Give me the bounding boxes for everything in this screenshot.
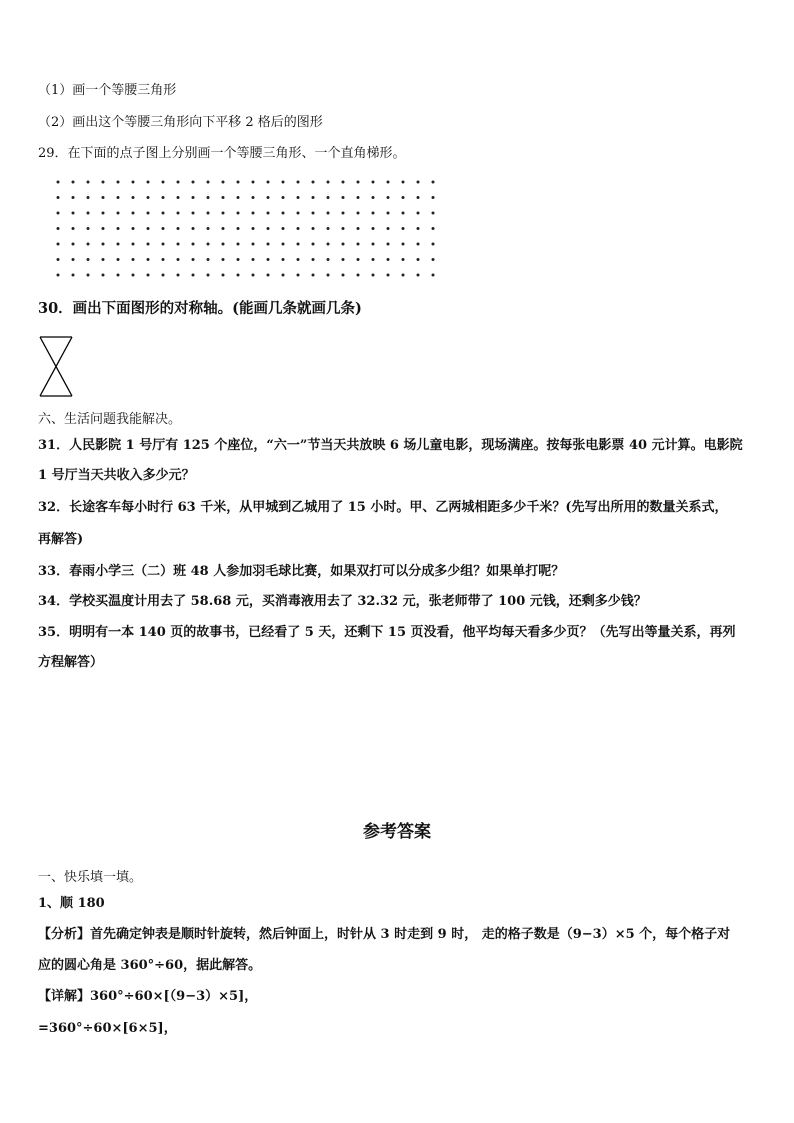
grid-dot bbox=[132, 196, 135, 199]
answer-1: 1、顺 180 bbox=[38, 896, 105, 911]
grid-dot bbox=[267, 212, 270, 215]
grid-dot bbox=[192, 181, 195, 184]
grid-dot bbox=[87, 227, 90, 230]
grid-dot bbox=[327, 181, 330, 184]
grid-dot bbox=[72, 274, 75, 277]
grid-dot bbox=[177, 274, 180, 277]
grid-dot bbox=[417, 258, 420, 261]
grid-dot bbox=[387, 212, 390, 215]
grid-dot bbox=[207, 274, 210, 277]
grid-dot bbox=[402, 258, 405, 261]
grid-dot bbox=[87, 212, 90, 215]
grid-dot bbox=[432, 243, 435, 246]
instruction-line-2: （2）画出这个等腰三角形向下平移 2 格后的图形 bbox=[38, 115, 323, 130]
grid-dot bbox=[192, 274, 195, 277]
dot-grid bbox=[48, 175, 438, 285]
grid-dot bbox=[342, 243, 345, 246]
grid-dot bbox=[192, 196, 195, 199]
grid-dot bbox=[282, 196, 285, 199]
grid-dot bbox=[387, 227, 390, 230]
grid-dot bbox=[357, 181, 360, 184]
grid-dot bbox=[387, 258, 390, 261]
grid-dot bbox=[342, 274, 345, 277]
question-30: 30．画出下面图形的对称轴。(能画几条就画几条) bbox=[38, 300, 362, 317]
grid-dot bbox=[357, 196, 360, 199]
grid-dot bbox=[57, 212, 60, 215]
grid-dot bbox=[222, 227, 225, 230]
grid-dot bbox=[237, 243, 240, 246]
grid-dot bbox=[357, 243, 360, 246]
grid-dot bbox=[162, 212, 165, 215]
grid-dot bbox=[417, 181, 420, 184]
grid-dot bbox=[207, 196, 210, 199]
grid-dot bbox=[117, 258, 120, 261]
grid-dot bbox=[102, 196, 105, 199]
answer-detail-line-1: 【详解】360°÷60×[（9−3）×5]， bbox=[38, 989, 258, 1004]
grid-dot bbox=[72, 196, 75, 199]
grid-dot bbox=[267, 243, 270, 246]
grid-dot bbox=[342, 227, 345, 230]
grid-dot bbox=[57, 243, 60, 246]
grid-dot bbox=[432, 227, 435, 230]
grid-dot bbox=[372, 196, 375, 199]
grid-dot bbox=[222, 181, 225, 184]
grid-dot bbox=[417, 243, 420, 246]
grid-dot bbox=[402, 181, 405, 184]
grid-dot bbox=[57, 181, 60, 184]
grid-dot bbox=[57, 274, 60, 277]
grid-dot bbox=[432, 212, 435, 215]
grid-dot bbox=[402, 212, 405, 215]
grid-dot bbox=[147, 274, 150, 277]
question-31-line-1: 31．人民影院 1 号厅有 125 个座位，“六一”节当天共放映 6 场儿童电影，现场满座。按每张电影票 40 元计算。电影院 bbox=[38, 438, 743, 453]
grid-dot bbox=[162, 227, 165, 230]
grid-dot bbox=[402, 243, 405, 246]
grid-dot bbox=[387, 243, 390, 246]
grid-dot bbox=[312, 196, 315, 199]
grid-dot bbox=[342, 196, 345, 199]
grid-dot bbox=[267, 181, 270, 184]
grid-dot bbox=[207, 243, 210, 246]
grid-dot bbox=[117, 196, 120, 199]
grid-dot bbox=[207, 181, 210, 184]
grid-dot bbox=[222, 258, 225, 261]
grid-dot bbox=[372, 258, 375, 261]
grid-dot bbox=[132, 243, 135, 246]
grid-dot bbox=[162, 258, 165, 261]
grid-dot bbox=[327, 243, 330, 246]
grid-dot bbox=[387, 196, 390, 199]
grid-dot bbox=[297, 243, 300, 246]
grid-dot bbox=[282, 274, 285, 277]
grid-dot bbox=[252, 243, 255, 246]
grid-dot bbox=[327, 196, 330, 199]
grid-dot bbox=[192, 243, 195, 246]
grid-dot bbox=[327, 258, 330, 261]
grid-dot bbox=[252, 227, 255, 230]
grid-dot bbox=[87, 196, 90, 199]
grid-dot bbox=[297, 258, 300, 261]
grid-dot bbox=[297, 212, 300, 215]
grid-dot bbox=[372, 227, 375, 230]
grid-dot bbox=[312, 212, 315, 215]
question-35-line-1: 35．明明有一本 140 页的故事书，已经看了 5 天，还剩下 15 页没看，他平均每天看多少页？（先写出等量关系，再列 bbox=[38, 625, 736, 640]
grid-dot bbox=[147, 243, 150, 246]
grid-dot bbox=[342, 258, 345, 261]
grid-dot bbox=[237, 212, 240, 215]
question-32-line-2: 再解答) bbox=[38, 532, 84, 547]
grid-dot bbox=[372, 181, 375, 184]
grid-dot bbox=[132, 227, 135, 230]
grid-dot bbox=[192, 258, 195, 261]
grid-dot bbox=[282, 258, 285, 261]
grid-dot bbox=[252, 258, 255, 261]
grid-dot bbox=[237, 258, 240, 261]
grid-dot bbox=[117, 274, 120, 277]
grid-dot bbox=[267, 274, 270, 277]
grid-dot bbox=[282, 243, 285, 246]
grid-dot bbox=[372, 212, 375, 215]
grid-dot bbox=[312, 243, 315, 246]
grid-dot bbox=[177, 212, 180, 215]
grid-dot bbox=[87, 243, 90, 246]
grid-dot bbox=[282, 227, 285, 230]
grid-dot bbox=[102, 181, 105, 184]
grid-dot bbox=[222, 243, 225, 246]
grid-dot bbox=[87, 274, 90, 277]
grid-dot bbox=[387, 274, 390, 277]
answer-analysis-line-2: 应的圆心角是 360°÷60，据此解答。 bbox=[38, 958, 262, 973]
grid-dot bbox=[117, 181, 120, 184]
question-29: 29．在下面的点子图上分别画一个等腰三角形、一个直角梯形。 bbox=[38, 146, 406, 161]
grid-dot bbox=[297, 181, 300, 184]
grid-dot bbox=[432, 181, 435, 184]
grid-dot bbox=[252, 274, 255, 277]
answer-section-heading: 一、快乐填一填。 bbox=[38, 870, 143, 885]
grid-dot bbox=[312, 227, 315, 230]
grid-dot bbox=[267, 258, 270, 261]
grid-dot bbox=[117, 227, 120, 230]
grid-dot bbox=[132, 212, 135, 215]
grid-dot bbox=[147, 196, 150, 199]
grid-dot bbox=[72, 212, 75, 215]
grid-dot bbox=[312, 274, 315, 277]
instruction-line-1: （1）画一个等腰三角形 bbox=[38, 83, 177, 98]
grid-dot bbox=[222, 274, 225, 277]
grid-dot bbox=[402, 274, 405, 277]
grid-dot bbox=[252, 212, 255, 215]
grid-dot bbox=[72, 181, 75, 184]
grid-dot bbox=[57, 196, 60, 199]
grid-dot bbox=[297, 196, 300, 199]
grid-dot bbox=[102, 243, 105, 246]
grid-dot bbox=[297, 274, 300, 277]
grid-dot bbox=[207, 258, 210, 261]
grid-dot bbox=[417, 274, 420, 277]
grid-dot bbox=[102, 258, 105, 261]
grid-dot bbox=[222, 212, 225, 215]
grid-dot bbox=[417, 196, 420, 199]
grid-dot bbox=[342, 181, 345, 184]
grid-dot bbox=[117, 243, 120, 246]
grid-dot bbox=[57, 258, 60, 261]
grid-dot bbox=[117, 212, 120, 215]
grid-dot bbox=[207, 212, 210, 215]
question-31-line-2: 1 号厅当天共收入多少元？ bbox=[38, 468, 195, 483]
grid-dot bbox=[72, 227, 75, 230]
grid-dot bbox=[432, 196, 435, 199]
grid-dot bbox=[162, 181, 165, 184]
grid-dot bbox=[102, 274, 105, 277]
grid-dot bbox=[267, 196, 270, 199]
grid-dot bbox=[312, 181, 315, 184]
grid-dot bbox=[162, 243, 165, 246]
grid-dot bbox=[237, 196, 240, 199]
grid-dot bbox=[327, 212, 330, 215]
question-33: 33．春雨小学三（二）班 48 人参加羽毛球比赛，如果双打可以分成多少组？如果单打呢？ bbox=[38, 564, 565, 579]
question-34: 34．学校买温度计用去了 58.68 元，买消毒液用去了 32.32 元，张老师带了 100 元钱，还剩多少钱？ bbox=[38, 594, 647, 609]
section-6-heading: 六、生活问题我能解决。 bbox=[38, 412, 182, 427]
grid-dot bbox=[192, 212, 195, 215]
grid-dot bbox=[327, 274, 330, 277]
grid-dot bbox=[252, 181, 255, 184]
grid-dot bbox=[342, 212, 345, 215]
grid-dot bbox=[132, 181, 135, 184]
grid-dot bbox=[252, 196, 255, 199]
grid-dot bbox=[177, 258, 180, 261]
grid-dot bbox=[327, 227, 330, 230]
grid-dot bbox=[177, 181, 180, 184]
question-32-line-1: 32．长途客车每小时行 63 千米，从甲城到乙城用了 15 小时。甲、乙两城相距多少千米？(先写出所用的数量关系式， bbox=[38, 500, 728, 515]
grid-dot bbox=[177, 243, 180, 246]
grid-dot bbox=[102, 227, 105, 230]
grid-dot bbox=[132, 258, 135, 261]
grid-dot bbox=[357, 258, 360, 261]
grid-dot bbox=[207, 227, 210, 230]
grid-dot bbox=[147, 227, 150, 230]
grid-dot bbox=[432, 274, 435, 277]
grid-dot bbox=[267, 227, 270, 230]
grid-dot bbox=[162, 274, 165, 277]
grid-dot bbox=[417, 212, 420, 215]
grid-dot bbox=[387, 181, 390, 184]
grid-dot bbox=[357, 227, 360, 230]
grid-dot bbox=[402, 227, 405, 230]
grid-dot bbox=[312, 258, 315, 261]
grid-dot bbox=[417, 227, 420, 230]
hourglass-figure bbox=[38, 335, 78, 400]
grid-dot bbox=[177, 227, 180, 230]
grid-dot bbox=[237, 274, 240, 277]
grid-dot bbox=[177, 196, 180, 199]
grid-dot bbox=[147, 212, 150, 215]
question-35-line-2: 方程解答） bbox=[38, 655, 104, 670]
grid-dot bbox=[57, 227, 60, 230]
grid-dot bbox=[72, 243, 75, 246]
grid-dot bbox=[372, 274, 375, 277]
grid-dot bbox=[282, 181, 285, 184]
answer-detail-line-2: =360°÷60×[6×5]， bbox=[38, 1021, 177, 1036]
grid-dot bbox=[222, 196, 225, 199]
grid-dot bbox=[147, 258, 150, 261]
answer-analysis-line-1: 【分析】首先确定钟表是顺时针旋转，然后钟面上，时针从 3 时走到 9 时， 走的格子数是（9−3）×5 个，每个格子对 bbox=[38, 927, 731, 942]
grid-dot bbox=[102, 212, 105, 215]
grid-dot bbox=[237, 227, 240, 230]
grid-dot bbox=[162, 196, 165, 199]
grid-dot bbox=[372, 243, 375, 246]
grid-dot bbox=[132, 274, 135, 277]
grid-dot bbox=[192, 227, 195, 230]
grid-dot bbox=[402, 196, 405, 199]
grid-dot bbox=[72, 258, 75, 261]
grid-dot bbox=[357, 212, 360, 215]
grid-dot bbox=[297, 227, 300, 230]
grid-dot bbox=[357, 274, 360, 277]
grid-dot bbox=[87, 258, 90, 261]
grid-dot bbox=[237, 181, 240, 184]
grid-dot bbox=[432, 258, 435, 261]
grid-dot bbox=[282, 212, 285, 215]
answers-title: 参考答案 bbox=[363, 822, 431, 842]
grid-dot bbox=[87, 181, 90, 184]
grid-dot bbox=[147, 181, 150, 184]
